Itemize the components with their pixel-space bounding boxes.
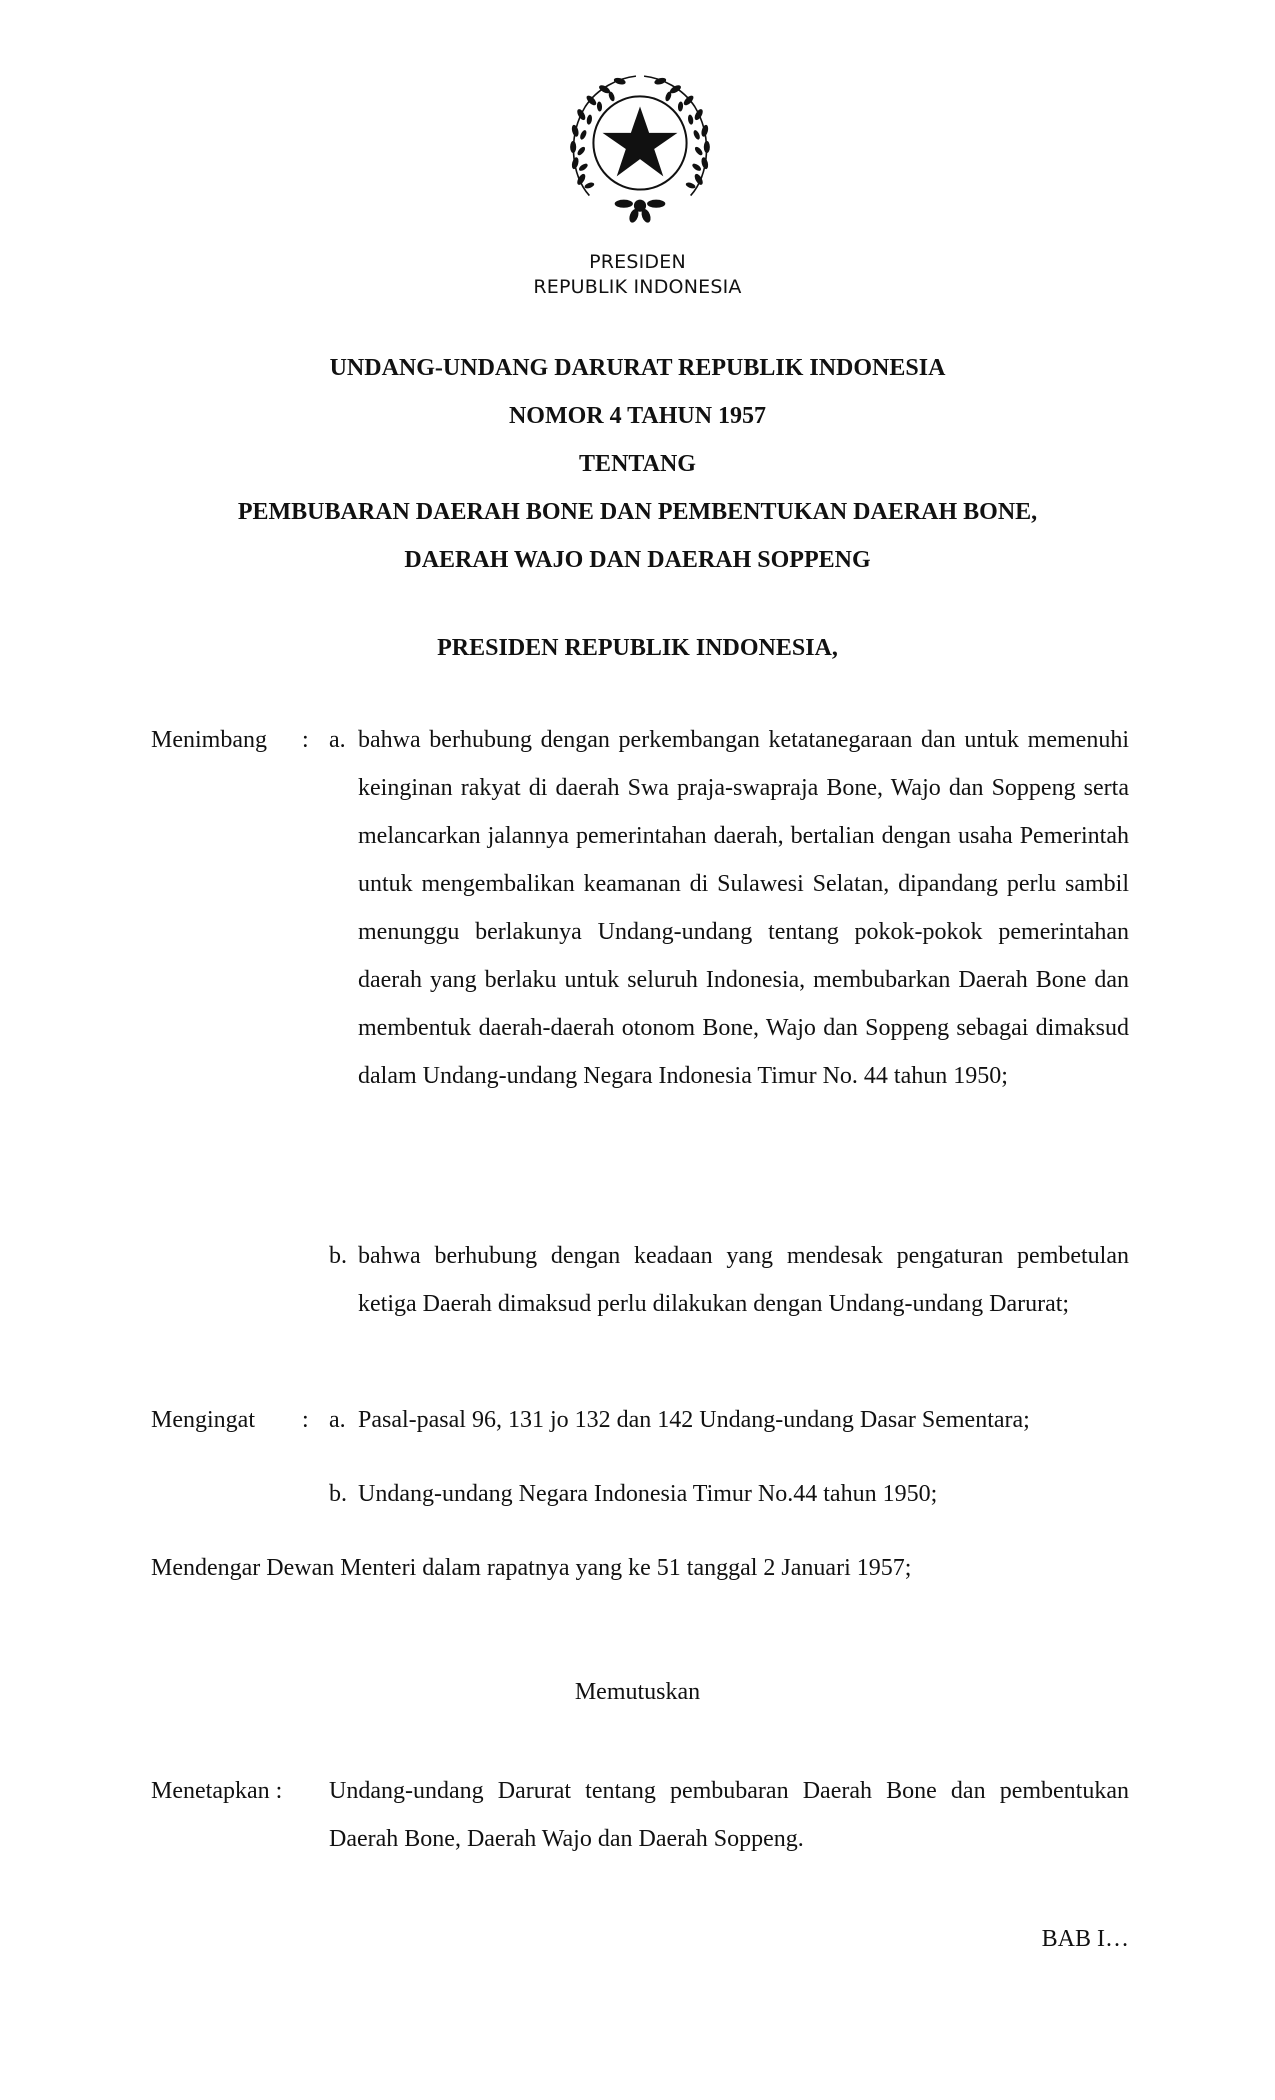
mengingat-colon: : [302, 1407, 309, 1433]
mengingat-b-text: Undang-undang Negara Indonesia Timur No.44 tahun 1950; [358, 1481, 938, 1507]
title-subject-cont: DAERAH WAJO DAN DAERAH SOPPENG [404, 547, 871, 573]
emblem-caption-line2: REPUBLIK INDONESIA [533, 276, 742, 298]
garuda-emblem-icon [559, 66, 721, 228]
menetapkan-label: Menetapkan : [151, 1778, 283, 1804]
menetapkan-text: Undang-undang Darurat tentang pembubaran Daerah Bone dan pembentukan Daerah Bone, Daerah Wajo dan Daerah Soppeng. [329, 1778, 1129, 1852]
menimbang-a-text: bahwa berhubung dengan perkembangan ketatanegaraan dan untuk memenuhi keinginan rakyat di daerah Swa praja-swapraja Bone, Wajo dan Soppeng serta melancarkan jalannya pemerintahan daerah, bertalian dengan usaha Pemerintah untuk mengembalikan keamanan di Sulawesi Selatan, dipandang perlu sambil menunggu berlakunya Undang-undang tentang pokok-pokok pemerintahan daerah yang berlaku untuk seluruh Indonesia, membubarkan Daerah Bone dan membentuk daerah-daerah otonom Bone, Wajo dan Soppeng sebagai dimaksud dalam Undang-undang Negara Indonesia Timur No. 44 tahun 1950; [358, 727, 1129, 1089]
title-tentang: TENTANG [579, 451, 696, 477]
title-line: UNDANG-UNDANG DARURAT REPUBLIK INDONESIA [329, 355, 946, 381]
memutuskan-heading: Memutuskan [574, 1679, 701, 1705]
title-number: NOMOR 4 TAHUN 1957 [508, 403, 767, 429]
menimbang-b-text: bahwa berhubung dengan keadaan yang mendesak pengaturan pembetulan ketiga Daerah dimaksud perlu dilakukan dengan Undang-undang Darurat; [358, 1243, 1129, 1317]
menimbang-a-marker: a. [329, 727, 346, 753]
mengingat-a-marker: a. [329, 1407, 346, 1433]
menimbang-b-marker: b. [329, 1243, 347, 1269]
president-heading: PRESIDEN REPUBLIK INDONESIA, [437, 635, 838, 661]
document-title [0, 344, 1275, 584]
title-subject: PEMBUBARAN DAERAH BONE DAN PEMBENTUKAN DAERAH BONE, [237, 499, 1038, 525]
emblem-caption-line1: PRESIDEN [589, 251, 686, 273]
menimbang-colon: : [302, 727, 309, 753]
menimbang-label: Menimbang [151, 727, 267, 753]
mendengar-line: Mendengar Dewan Menteri dalam rapatnya yang ke 51 tanggal 2 Januari 1957; [151, 1555, 912, 1581]
page-continuation: BAB I… [1041, 1926, 1129, 1952]
emblem-caption [0, 250, 1275, 300]
mengingat-a-text: Pasal-pasal 96, 131 jo 132 dan 142 Undang-undang Dasar Sementara; [358, 1407, 1030, 1433]
mengingat-label: Mengingat [151, 1407, 255, 1433]
mengingat-b-marker: b. [329, 1481, 347, 1507]
